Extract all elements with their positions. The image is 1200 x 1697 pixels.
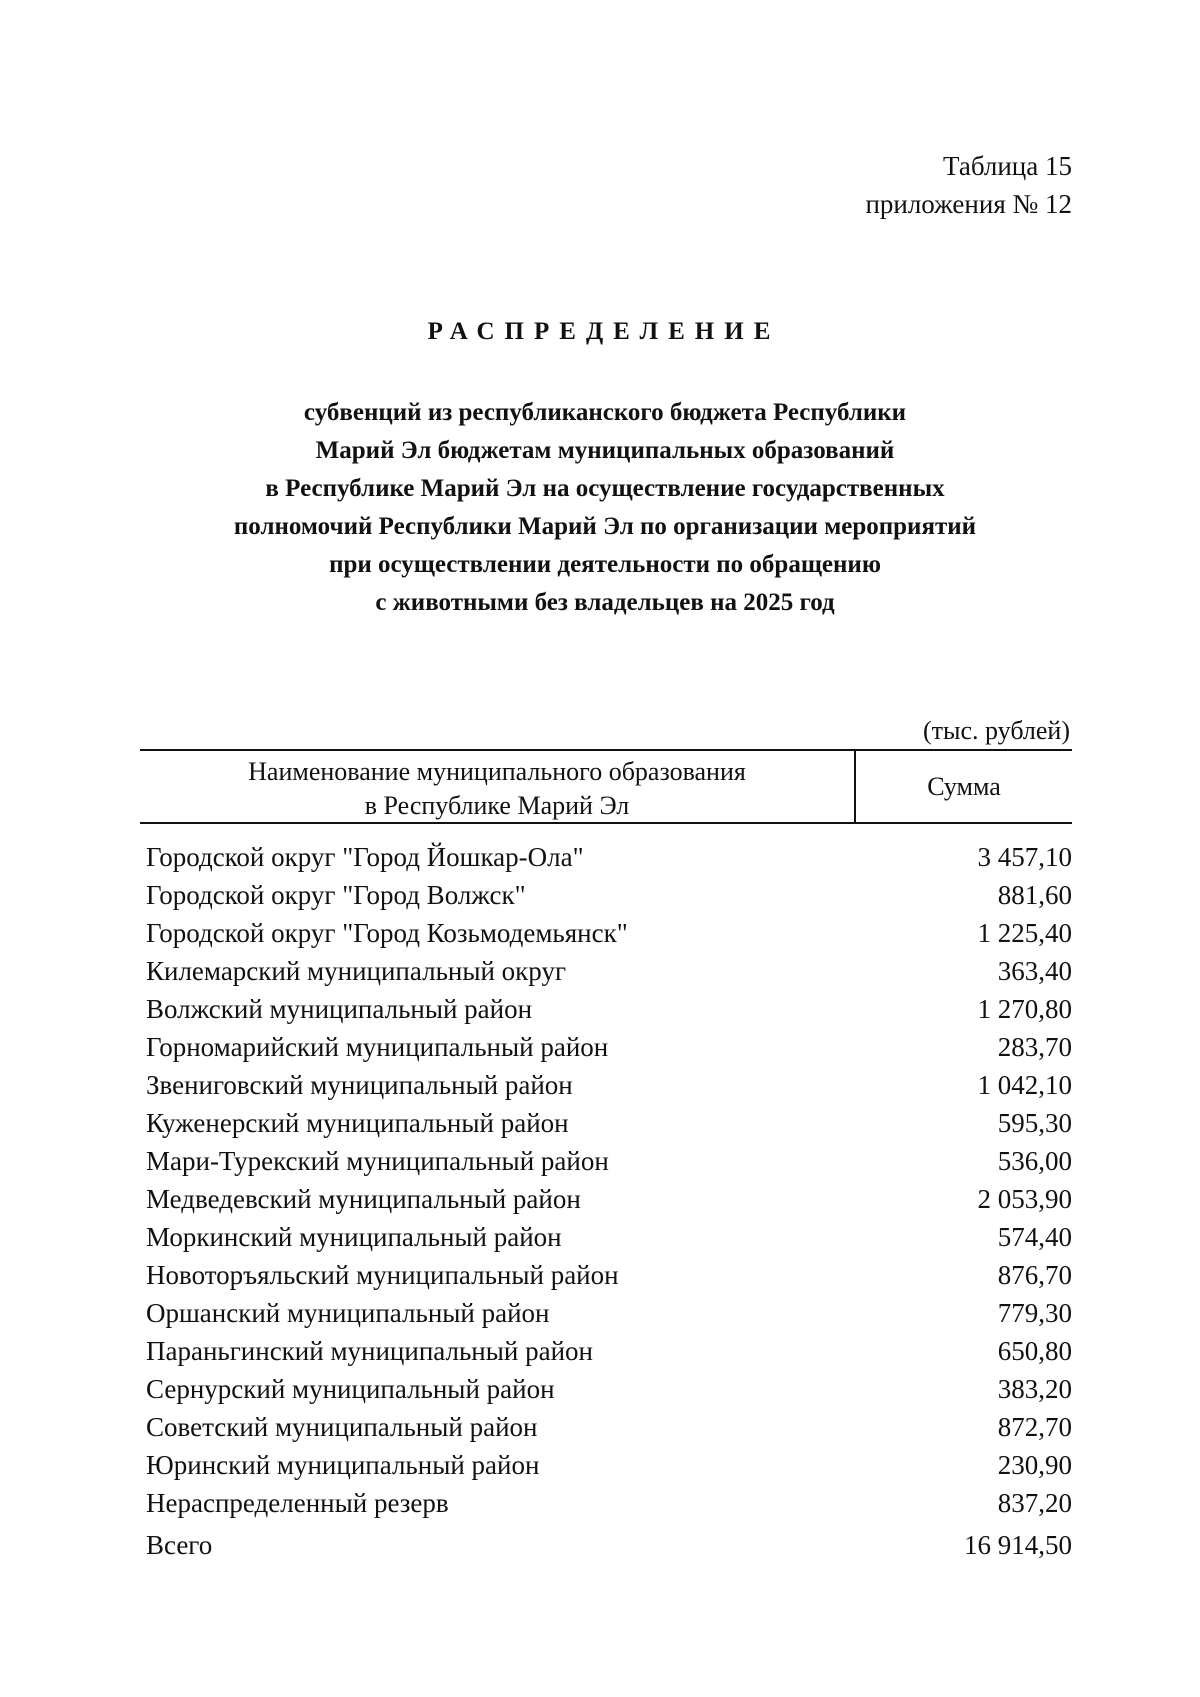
row-value: 872,70 [997, 1412, 1072, 1442]
row-value: 383,20 [997, 1374, 1072, 1404]
row-name: Мари-Турекский муниципальный район [146, 1146, 609, 1176]
table-row [146, 1294, 1072, 1332]
table-row [146, 914, 1072, 952]
table-header [140, 749, 1072, 824]
row-value: 779,30 [997, 1298, 1072, 1328]
row-name: Городской округ "Город Йошкар-Ола" [146, 842, 584, 872]
row-name: Звениговский муниципальный район [146, 1070, 573, 1100]
table-row [146, 876, 1072, 914]
row-name: Нераспределенный резерв [146, 1488, 449, 1518]
total-label: Всего [146, 1530, 213, 1560]
row-value: 595,30 [997, 1108, 1072, 1138]
table-reference [865, 147, 1072, 223]
row-name: Моркинский муниципальный район [146, 1222, 562, 1252]
table-row [146, 1066, 1072, 1104]
table-row [146, 1484, 1072, 1522]
table-row [146, 1028, 1072, 1066]
subtitle-line: полномочий Республики Марий Эл по организации мероприятий [233, 513, 977, 540]
row-value: 650,80 [997, 1336, 1072, 1366]
row-value: 1 270,80 [977, 994, 1072, 1024]
row-value: 876,70 [997, 1260, 1072, 1290]
table-row [146, 1218, 1072, 1256]
row-name: Медведевский муниципальный район [146, 1184, 581, 1214]
table-row [146, 990, 1072, 1028]
table-number-label: Таблица 15 [943, 151, 1072, 181]
table-row [146, 1104, 1072, 1142]
row-name: Оршанский муниципальный район [146, 1298, 550, 1328]
header-name-line: в Республике Марий Эл [364, 791, 630, 820]
header-name-line: Наименование муниципального образования [248, 757, 746, 786]
subtitle-line: в Республике Марий Эл на осуществление государственных [265, 475, 945, 502]
table-row [146, 1446, 1072, 1484]
row-name: Городской округ "Город Козьмодемьянск" [146, 918, 628, 948]
table-row [146, 1370, 1072, 1408]
table-row [146, 1142, 1072, 1180]
table-row [146, 1256, 1072, 1294]
subtitle-line: субвенций из республиканского бюджета Республики [303, 399, 907, 426]
table-row [146, 838, 1072, 876]
subtitle-line: при осуществлении деятельности по обращению [329, 551, 881, 578]
subtitle-line: Марий Эл бюджетам муниципальных образований [315, 437, 895, 464]
document-subtitle [130, 394, 1080, 622]
appendix-number-label: приложения № 12 [865, 189, 1072, 219]
subtitle-line: с животными без владельцев на 2025 год [375, 589, 835, 616]
table-total-row [146, 1526, 1072, 1564]
row-value: 3 457,10 [977, 842, 1072, 872]
row-name: Куженерский муниципальный район [146, 1108, 569, 1138]
row-value: 230,90 [997, 1450, 1072, 1480]
table-row [146, 1408, 1072, 1446]
row-name: Советский муниципальный район [146, 1412, 538, 1442]
row-name: Волжский муниципальный район [146, 994, 533, 1024]
row-name: Сернурский муниципальный район [146, 1374, 555, 1404]
table-row [146, 1332, 1072, 1370]
row-name: Килемарский муниципальный округ [146, 956, 567, 986]
row-value: 1 225,40 [977, 918, 1072, 948]
row-value: 1 042,10 [977, 1070, 1072, 1100]
row-value: 2 053,90 [977, 1184, 1072, 1214]
row-name: Городской округ "Город Волжск" [146, 880, 526, 910]
row-value: 837,20 [997, 1488, 1072, 1518]
header-sum: Сумма [927, 772, 1001, 801]
header-municipality-name [140, 751, 854, 822]
row-value: 574,40 [997, 1222, 1072, 1252]
table-row [146, 1180, 1072, 1218]
row-name: Новоторъяльский муниципальный район [146, 1260, 619, 1290]
row-value: 363,40 [997, 956, 1072, 986]
row-name: Юринский муниципальный район [146, 1450, 540, 1480]
row-name: Горномарийский муниципальный район [146, 1032, 609, 1062]
row-name: Параньгинский муниципальный район [146, 1336, 593, 1366]
row-value: 881,60 [997, 880, 1072, 910]
table-body [146, 838, 1072, 1522]
row-value: 536,00 [997, 1146, 1072, 1176]
units-note: (тыс. рублей) [922, 716, 1070, 745]
table-row [146, 952, 1072, 990]
total-value: 16 914,50 [964, 1530, 1072, 1560]
row-value: 283,70 [997, 1032, 1072, 1062]
document-heading: РАСПРЕДЕЛЕНИЕ [427, 318, 781, 345]
